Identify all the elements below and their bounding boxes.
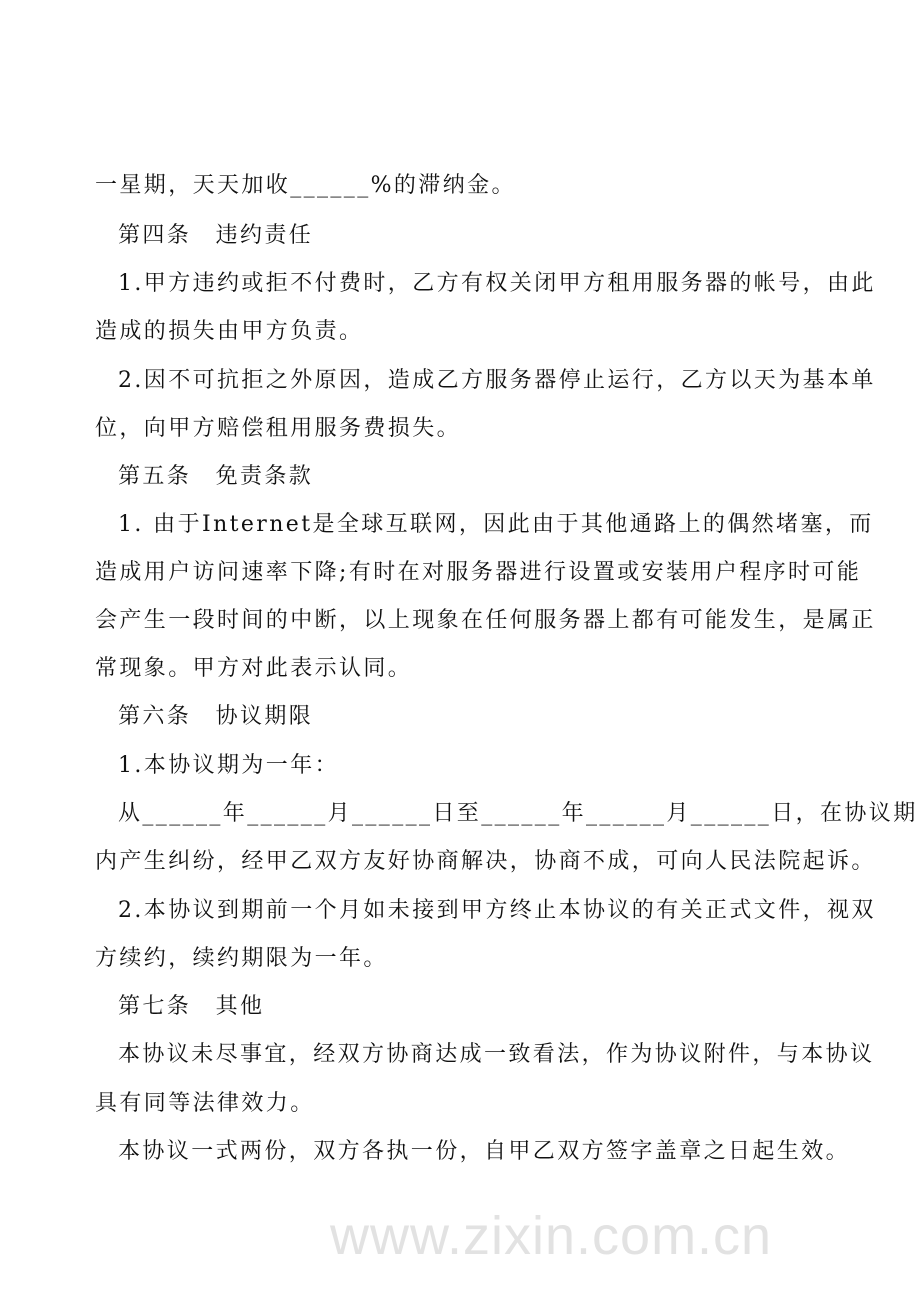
paragraph-line: 造成用户访问速率下降;有时在对服务器进行设置或安装用户程序时可能 <box>95 560 862 585</box>
paragraph-line: 1.甲方违约或拒不付费时，乙方有权关闭甲方租用服务器的帐号，由此 <box>118 271 876 296</box>
section-heading: 第四条 违约责任 <box>118 223 314 248</box>
section-heading: 第七条 其他 <box>118 994 265 1019</box>
paragraph-line: 常现象。甲方对此表示认同。 <box>95 656 413 681</box>
paragraph-line: 本协议未尽事宜，经双方协商达成一致看法，作为协议附件，与本协议 <box>118 1042 875 1067</box>
paragraph-line: 2.因不可抗拒之外原因，造成乙方服务器停止运行，乙方以天为基本单 <box>118 368 876 393</box>
paragraph-line: 一星期，天天加收______%的滞纳金。 <box>95 173 516 198</box>
paragraph-line: 造成的损失由甲方负责。 <box>95 319 364 344</box>
paragraph-line: 内产生纠纷，经甲乙双方友好协商解决，协商不成，可向人民法院起诉。 <box>95 849 876 874</box>
paragraph-line: 1. 由于Internet是全球互联网，因此由于其他通路上的偶然堵塞，而 <box>118 512 874 537</box>
paragraph-line: 本协议一式两份，双方各执一份，自甲乙双方签字盖章之日起生效。 <box>118 1139 851 1164</box>
paragraph-line: 1.本协议期为一年： <box>118 753 339 778</box>
paragraph-line: 2.本协议到期前一个月如未接到甲方终止本协议的有关正式文件，视双 <box>118 898 876 923</box>
section-heading: 第六条 协议期限 <box>118 704 314 729</box>
paragraph-line: 方续约，续约期限为一年。 <box>95 946 388 971</box>
paragraph-line: 位，向甲方赔偿租用服务费损失。 <box>95 416 462 441</box>
paragraph-line: 从______年______月______日至______年______月______日，在协议期 <box>118 801 918 826</box>
section-heading: 第五条 免责条款 <box>118 464 314 489</box>
paragraph-line: 会产生一段时间的中断，以上现象在任何服务器上都有可能发生，是属正 <box>95 608 876 633</box>
paragraph-line: 具有同等法律效力。 <box>95 1091 315 1116</box>
watermark: www.zixin.com.cn <box>330 1206 773 1266</box>
